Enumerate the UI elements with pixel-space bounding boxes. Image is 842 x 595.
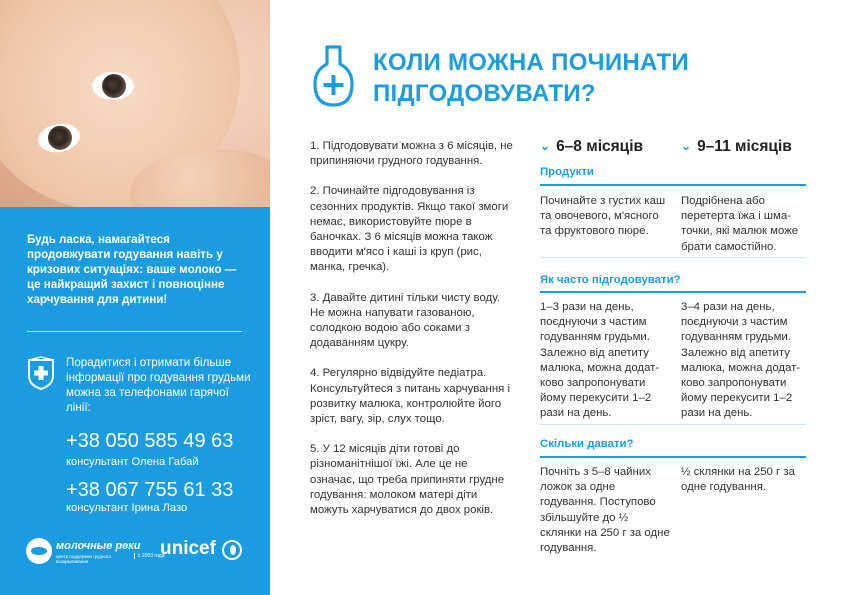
encouragement-message: Будь ласка, намагайтеся продовжувати годування навіть у кризових ситуаціях: ваше молоко — це найкращий захист і повноцінне харчування для дитини!: [27, 233, 237, 306]
step-item: 5. У 12 місяців діти готові до різноманітнішої їжі. Але це не означає, що треба припиняти грудне годування: молоком матері діти можуть харчуватися до двох років.: [310, 443, 505, 517]
row-divider: [540, 257, 806, 258]
table-cell: Подрібнена або перетерта їжа і шма-точки, які малюк може брати самостійно.: [681, 195, 799, 253]
section-divider: [540, 456, 806, 458]
consultant-name: консультант Олена Габай: [66, 456, 199, 468]
chevron-down-icon: ⌄: [540, 139, 551, 153]
phone-number[interactable]: +38 050 585 49 63: [66, 430, 234, 452]
step-item: 1. Підгодовувати можна з 6 місяців, не припиняючи грудного годування.: [310, 140, 513, 168]
molochnye-reki-logo: молочные реки центр поддержки грудного вскармливания с 2003 года: [26, 538, 176, 568]
left-panel: [0, 0, 270, 595]
chevron-down-icon: ⌄: [681, 139, 692, 153]
section-divider: [540, 291, 806, 293]
medical-shield-icon: [26, 356, 56, 390]
step-item: 4. Регулярно відвідуйте педіатра. Консультуйтеся з питань харчування і розвитку малюка, контролюйте його зріст, вагу, зір, слух тощо.: [310, 367, 510, 426]
consultant-name: консультант Ірина Лазо: [66, 502, 188, 514]
table-cell: 1–3 рази на день, поєднуючи з частим годуванням грудьми. Залежно від апетиту малюка, можна додат-ково запропонувати йому перекусити 1–2 рази на день.: [540, 301, 660, 420]
table-cell: Починайте з густих каш та овочевого, м'ясного та фруктового пюре.: [540, 195, 666, 238]
unicef-globe-icon: [222, 540, 242, 560]
baby-photo: [0, 0, 270, 207]
section-title: Скільки давати?: [540, 438, 634, 450]
section-divider: [540, 184, 806, 186]
table-cell: Почніть з 5–8 чайних ложок за одне годування. Поступово збільшуйте до ½ склянки на 250 г за одне годування.: [540, 466, 670, 555]
table-cell: 3–4 рази на день, поєднуючи з частим годуванням грудьми. Залежно від апетиту малюка, можна додат-ково запропонувати йому перекусити 1–2 рази на день.: [681, 301, 801, 420]
globe-icon: [26, 538, 52, 564]
divider: [27, 331, 242, 332]
step-item: 2. Починайте підгодовування із сезонних продуктів. Якщо такої змоги немає, використовуйте пюре в баночках. З 6 місяців можна також вводити м'ясо і каші із круп (рис, манка, гречка).: [310, 185, 509, 274]
steps-list: [310, 139, 515, 533]
page-title: КОЛИ МОЖНА ПОЧИНАТИ ПІДГОДОВУВАТИ?: [373, 49, 689, 107]
table-cell: ½ склянки на 250 г за одне годування.: [681, 466, 795, 494]
unicef-logo: unicef: [160, 536, 250, 564]
section-title: Продукти: [540, 166, 594, 178]
step-item: 3. Давайте дитині тільки чисту воду. Не можна напувати газованою, солодкою водою або соками з додаванням цукру.: [310, 291, 500, 350]
baby-bottle-icon: [311, 44, 356, 112]
hotline-info: Порадитися і отримати більше інформації про годування грудьми можна за телефонами гарячої лінії:: [66, 356, 251, 414]
section-title: Як часто підгодовувати?: [540, 274, 681, 286]
row-divider: [540, 424, 806, 425]
age-group-header: ⌄ 6–8 місяців: [540, 138, 644, 155]
age-group-header: ⌄ 9–11 місяців: [681, 138, 792, 155]
phone-number[interactable]: +38 067 755 61 33: [66, 479, 234, 501]
